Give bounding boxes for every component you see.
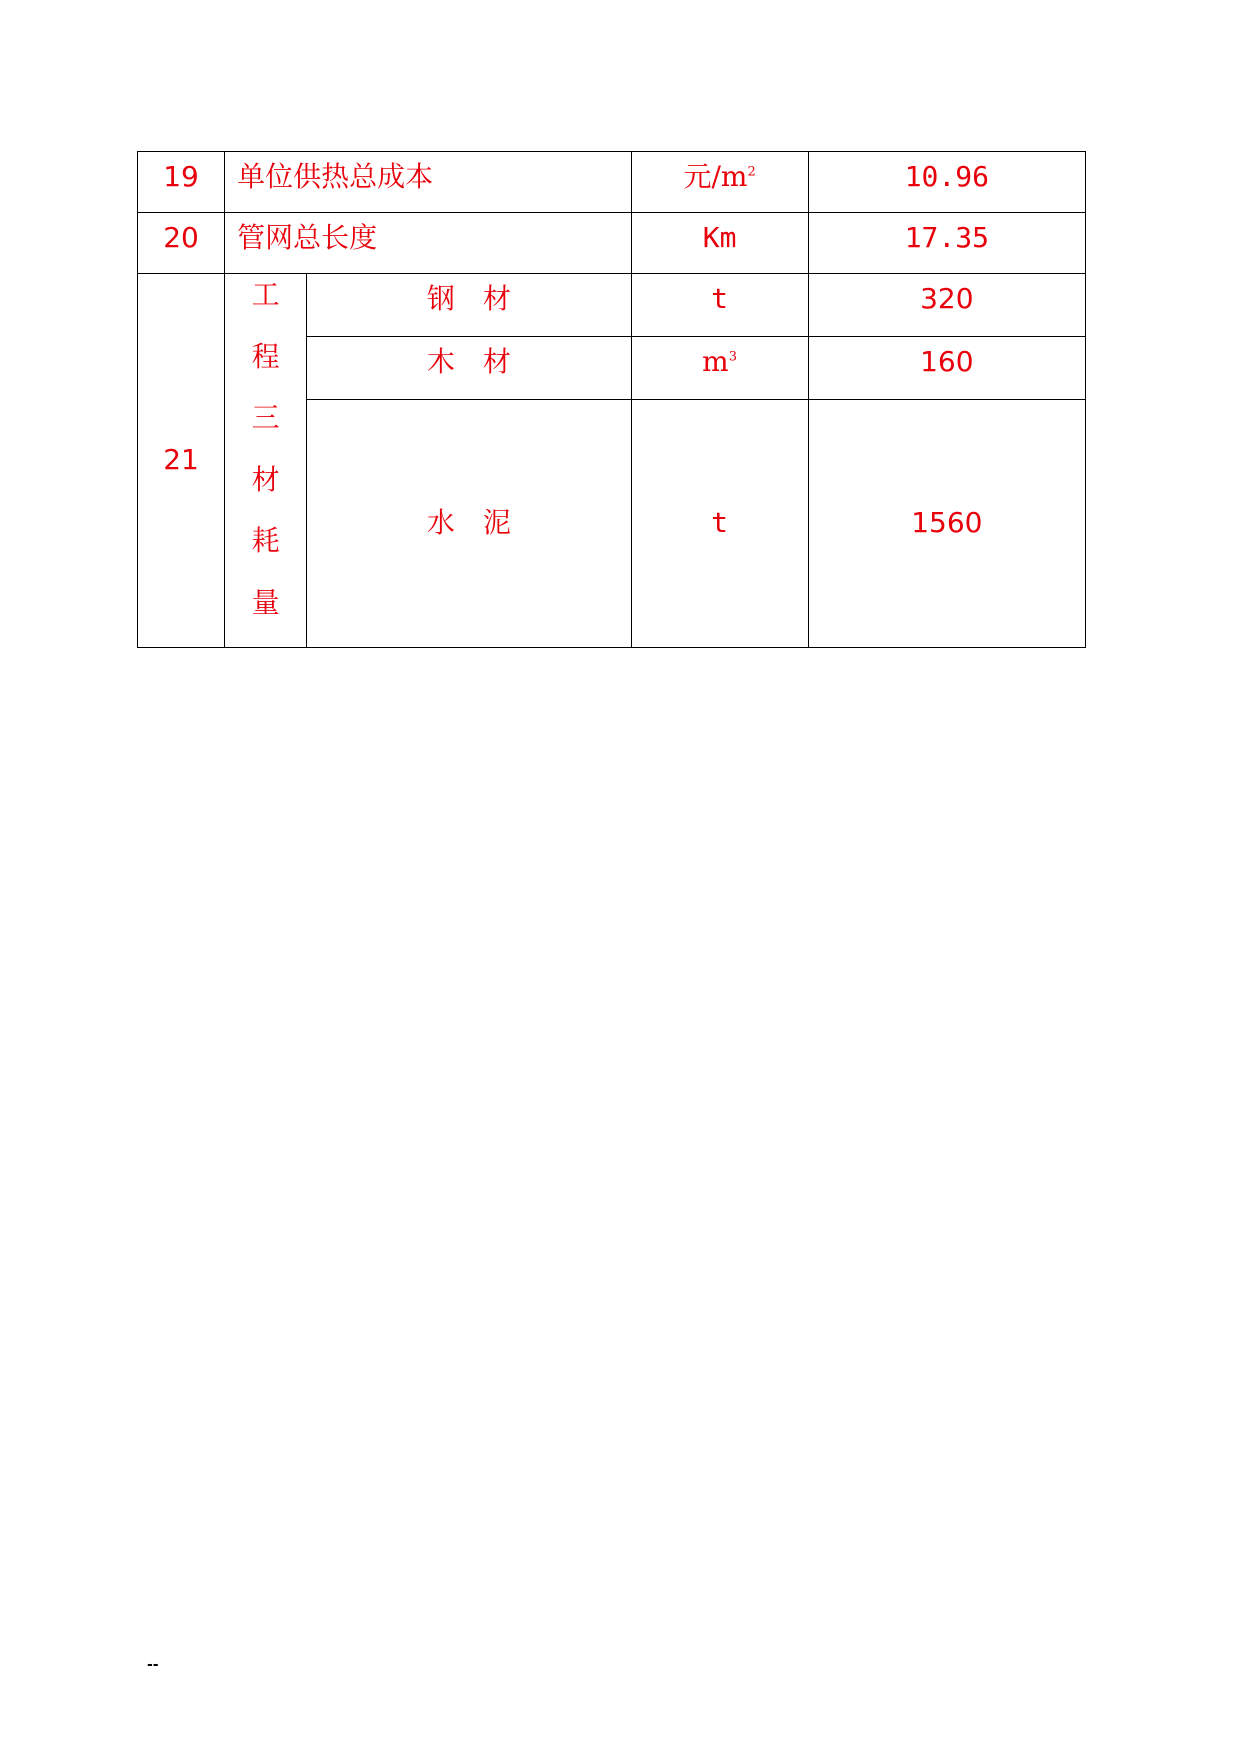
row-number: 20: [138, 213, 225, 274]
material-name-char: 水: [426, 505, 455, 539]
group-label-char: 量: [251, 585, 280, 619]
item-name: 单位供热总成本: [225, 152, 631, 213]
unit-text: m: [702, 344, 729, 378]
group-label-char: 耗: [251, 524, 280, 557]
table-row: [138, 274, 1086, 337]
unit-cell: t: [631, 274, 808, 337]
unit-superscript: 3: [728, 349, 737, 365]
material-name-char: 木: [426, 344, 455, 378]
material-name-char: 材: [482, 282, 511, 315]
value-cell: 160: [808, 336, 1085, 399]
material-name-char: 材: [482, 344, 511, 378]
value-cell: 1560: [808, 399, 1085, 647]
table-row: [138, 152, 1086, 213]
table-row: [138, 213, 1086, 274]
value-cell: 320: [808, 274, 1085, 337]
unit-cell: [631, 336, 808, 399]
group-label-char: 三: [251, 401, 280, 434]
material-name: [307, 399, 631, 647]
unit-superscript: 2: [747, 164, 756, 180]
material-name-char: 泥: [482, 505, 511, 539]
group-label-char: 程: [251, 339, 280, 373]
group-label-vertical: [225, 274, 307, 648]
material-name: [307, 274, 631, 337]
material-name: [307, 336, 631, 399]
unit-cell: [631, 152, 808, 213]
unit-cell: t: [631, 399, 808, 647]
row-number: 19: [138, 152, 225, 213]
group-label-char: 工: [251, 278, 280, 311]
materials-table: [137, 151, 1086, 648]
unit-cell: Km: [631, 213, 808, 274]
unit-text: 元/m: [683, 160, 748, 193]
footer-mark: --: [147, 1657, 159, 1673]
row-number: 21: [138, 274, 225, 648]
value-cell: 10.96: [808, 152, 1085, 213]
value-cell: 17.35: [808, 213, 1085, 274]
material-name-char: 钢: [426, 282, 455, 315]
group-label-char: 材: [251, 462, 280, 496]
item-name: 管网总长度: [225, 213, 631, 274]
